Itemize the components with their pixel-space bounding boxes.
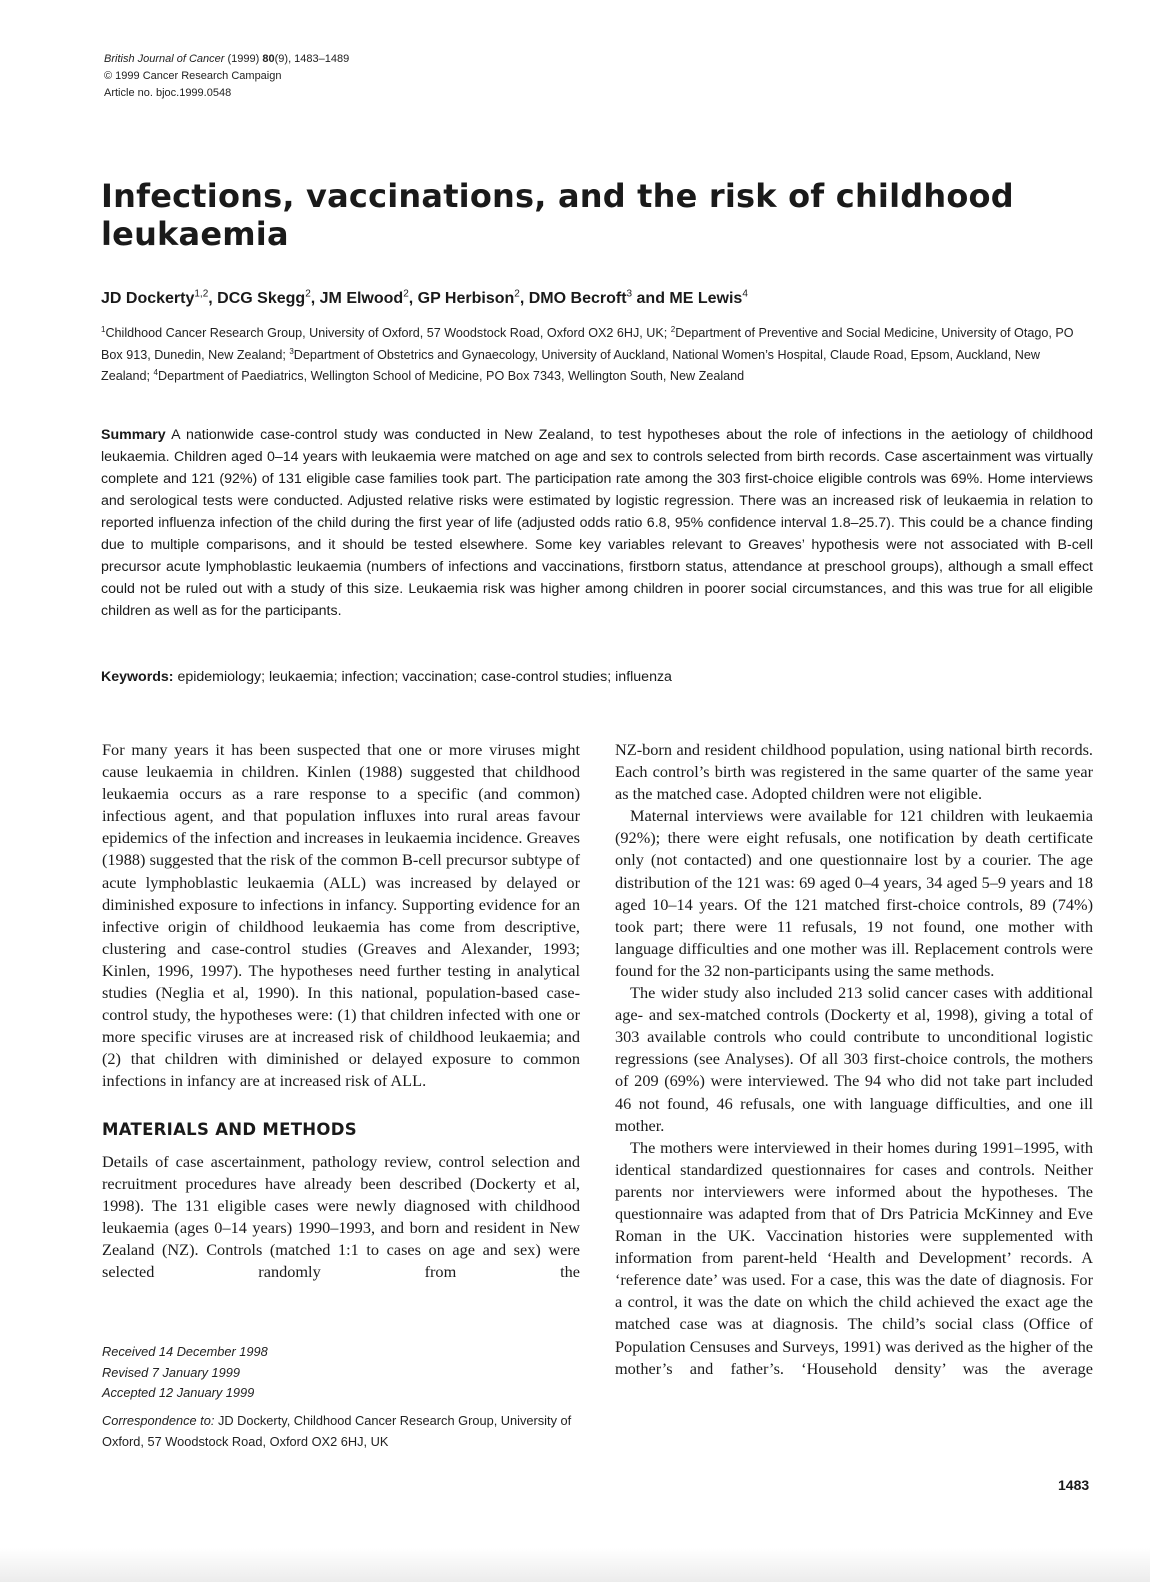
page-number: 1483 — [1058, 1477, 1090, 1493]
keywords-text: epidemiology; leukaemia; infection; vaccination; case-control studies; influenza — [173, 669, 672, 685]
issue-pages: (9), 1483–1489 — [274, 53, 350, 65]
abstract-text: A nationwide case-control study was conducted in New Zealand, to test hypotheses about the role of infections in the aetiology of childhood leukaemia. Children aged 0–14 years with leukaemia were matched on age and sex to controls selected from birth records. Case ascertainment was virtually complete and 121 (92%) of 131 eligible case families took part. The participation rate among the 303 first-choice eligible controls was 69%. Home interviews and serological tests were conducted. Adjusted relative risks were estimated by logistic regression. There was an increased risk of leukaemia in relation to reported influenza infection of the child during the first year of life (adjusted odds ratio 6.8, 95% confidence interval 1.8–25.7). This could be a chance finding due to multiple comparisons, and it should be tested elsewhere. Some key variables relevant to Greaves’ hypothesis were not associated with B-cell precursor acute lymphoblastic leukaemia (numbers of infections and vaccinations, firstborn status, attendance at preschool groups), although a small effect could not be ruled out with a study of this size. Leukaemia risk was higher among children in poorer social circumstances, and this was true for all eligible children as well as for the participants. — [101, 427, 1093, 619]
methods-paragraph: Details of case ascertainment, pathology review, control selection and recruitment procedures have already been described (Dockerty et al, 1998). The 131 eligible cases were newly diagnosed with childhood leukaemia (ages 0–14 years) 1990–1993, and born and resident in New Zealand (NZ). Controls (matched 1:1 to cases on age and sex) were selected randomly from the — [102, 1151, 580, 1281]
body-paragraph: NZ-born and resident childhood population, using national birth records. Each control’s birth was registered in the same quarter of the same year as the matched case. Adopted children were not eligible. — [615, 740, 1093, 804]
article-number: Article no. bjoc.1999.0548 — [104, 87, 232, 99]
accepted-date: Accepted 12 January 1999 — [102, 1385, 255, 1400]
affiliation: $^4$Department of Paediatrics, Wellington School of Medicine, PO Box 7343, Wellington South, New Zealand — [153, 367, 745, 383]
correspondence-label: Correspondence to: — [102, 1413, 215, 1428]
journal-volume: 80 — [262, 53, 275, 65]
received-date: Received 14 December 1998 — [102, 1344, 268, 1359]
author: ME Lewis$^4$ — [669, 288, 748, 307]
page-bottom-shade — [0, 1548, 1150, 1582]
body-paragraph: Maternal interviews were available for 121 children with leukaemia (92%); there were eight refusals, one notification by death certificate only (not contacted) and one questionnaire lost by a courier. The age distribution of the 121 was: 69 aged 0–4 years, 34 aged 5–9 years and 18 aged 10–14 years. Of the 121 matched first-choice controls, 89 (74%) took part; there were 11 refusals, 19 not found, one mother with language difficulties and one mother was ill. Replacement controls were found for the 32 non-participants using the same methods. — [615, 806, 1093, 980]
journal-citation — [104, 51, 349, 68]
author: DMO Becroft$^3$ and — [528, 288, 670, 307]
citation-year: (1999) — [224, 53, 263, 65]
body-column-left — [102, 739, 580, 1283]
keywords-label: Keywords: — [101, 669, 174, 685]
article-dates — [102, 1342, 268, 1404]
keywords — [101, 666, 1091, 688]
affiliations — [101, 323, 1091, 388]
correspondence-text: JD Dockerty, Childhood Cancer Research Group, University of Oxford, 57 Woodstock Road, Oxford OX2 6HJ, UK — [102, 1413, 572, 1449]
revised-date: Revised 7 January 1999 — [102, 1364, 241, 1380]
body-column-right — [615, 739, 1093, 1380]
body-paragraph: The wider study also included 213 solid cancer cases with additional age- and sex-matched controls (Dockerty et al, 1998), giving a total of 303 available controls who could contribute to unconditional logistic regressions (see Analyses). Of all 303 first-choice controls, the mothers of 209 (69%) were interviewed. The 94 who did not take part included 46 not found, 46 refusals, one with language difficulties, and one ill mother. — [615, 983, 1093, 1135]
journal-header — [104, 51, 349, 102]
author-list — [101, 289, 1081, 309]
abstract-label: Summary — [101, 427, 166, 443]
article-title: Infections, vaccinations, and the risk of childhood leukaemia — [101, 177, 1014, 253]
correspondence — [102, 1411, 580, 1452]
copyright-line: © 1999 Cancer Research Campaign — [104, 70, 282, 82]
body-paragraph: The mothers were interviewed in their homes during 1991–1995, with identical standardized questionnaires for cases and controls. Neither parents nor interviewers were informed about the hypotheses. The questionnaire was adapted from that of Drs Patricia McKinney and Eve Roman in the UK. Vaccination histories were supplemented with information from parent-held ‘Health and Development’ records. A ‘reference date’ was used. For a case, this was the date of diagnosis. For a control, it was the date on which the child achieved the exact age the matched case was at diagnosis. The child’s social class (Office of Population Censuses and Surveys, 1991) was derived as the higher of the mother’s and father’s. ‘Household density’ was the average — [615, 1137, 1093, 1378]
author: GP Herbison$^2$, — [417, 288, 529, 307]
section-heading: MATERIALS AND METHODS — [102, 1119, 357, 1139]
author: JD Dockerty$^{1,2}$, — [101, 288, 218, 307]
intro-paragraph: For many years it has been suspected that one or more viruses might cause leukaemia in children. Kinlen (1988) suggested that childhood leukaemia occurs as a rare response to a specific (and common) infectious agent, and that population influxes into rural areas favour epidemics of the infection and increases in leukaemia incidence. Greaves (1988) suggested that the risk of the common B-cell precursor subtype of acute lymphoblastic leukaemia (ALL) was increased by delayed or diminished exposure to infections in infancy. Supporting evidence for an infective origin of childhood leukaemia has come from descriptive, clustering and case-control studies (Greaves and Alexander, 1993; Kinlen, 1996, 1997). The hypotheses need further testing in analytical studies (Neglia et al, 1990). In this national, population-based case-control study, the hypotheses were: (1) that children infected with one or more specific viruses are at increased risk of childhood leukaemia; and (2) that children with diminished or delayed exposure to common infections in infancy are at increased risk of ALL. — [102, 740, 580, 1091]
author: JM Elwood$^2$, — [319, 288, 418, 307]
affiliation: $^1$Childhood Cancer Research Group, University of Oxford, 57 Woodstock Road, Oxford OX2 6HJ, UK; — [101, 324, 671, 340]
affiliation: $^3$Department of Obstetrics and Gynaecology, University of Auckland, National Women’s Hospital, Claude Road, Epsom, Auckland, New Zealand; — [101, 346, 1040, 383]
affiliation: $^2$Department of Preventive and Social Medicine, University of Otago, PO Box 913, Dunedin, New Zealand; — [101, 324, 1074, 362]
abstract — [101, 424, 1093, 622]
author: DCG Skegg$^2$, — [217, 288, 320, 307]
journal-name: British Journal of Cancer — [104, 53, 225, 65]
